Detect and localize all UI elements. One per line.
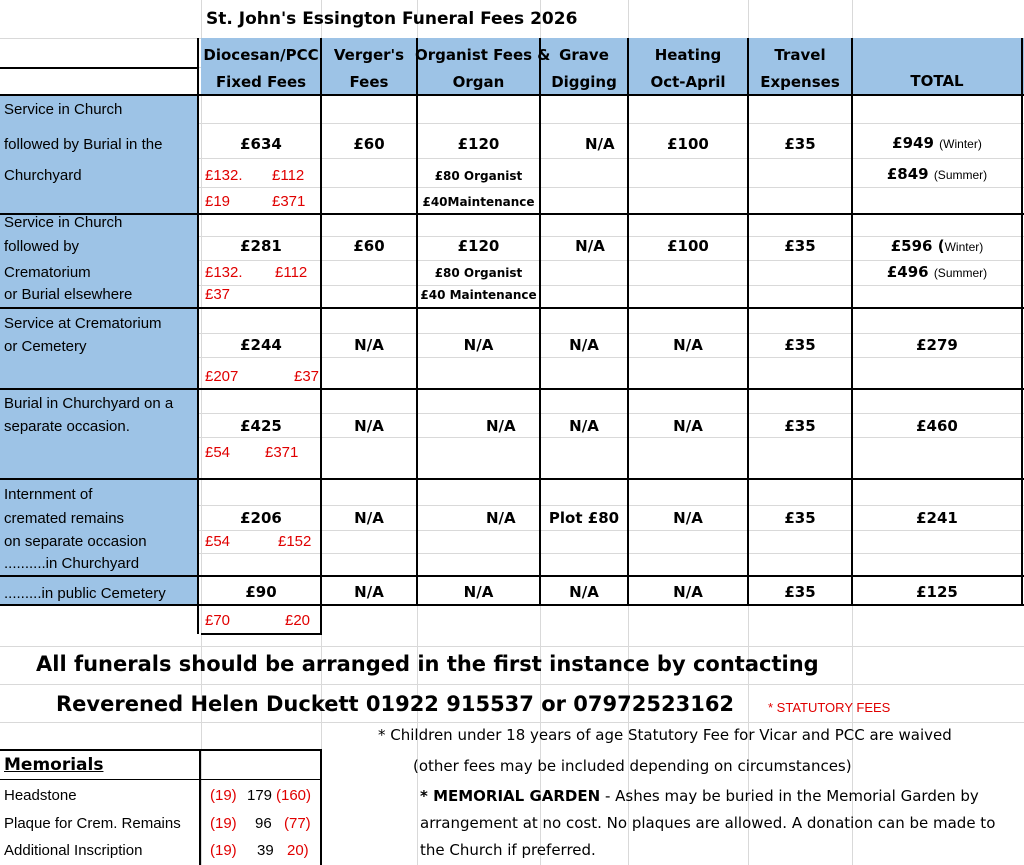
header-grave-line1: Grave (559, 46, 609, 64)
children-note: * Children under 18 years of age Statutory Fee for Vicar and PCC are waived (378, 726, 952, 744)
cell-verger: N/A (354, 417, 384, 435)
row-label-line: Service at Crematorium (4, 315, 162, 332)
memorials-title: Memorials (4, 755, 104, 775)
cell-total-summer (852, 265, 1022, 280)
row-label-line: cremated remains (4, 510, 125, 527)
row-label-line: Burial in Churchyard on a (4, 395, 174, 412)
row-label-line: on separate occasion (4, 533, 147, 550)
row-label-line: or Cemetery (4, 338, 87, 355)
statutory-fee: £371 (265, 444, 299, 461)
statutory-fee: £112 (275, 264, 308, 281)
total-value: £949 (892, 134, 934, 152)
row-label-line: .........in public Cemetery (4, 585, 166, 602)
row-label-line: ..........in Churchyard (4, 555, 140, 572)
header-travel-line2: Expenses (760, 73, 840, 91)
header-travel-line1: Travel (774, 46, 826, 64)
header-grave-line2: Digging (551, 73, 617, 91)
memorial-other: (77) (284, 815, 311, 832)
header-verger-line1: Verger's (333, 46, 405, 64)
total-value: £596 ( (890, 237, 945, 255)
cell-organist: N/A (486, 417, 516, 435)
statutory-fee: £70 (205, 612, 231, 629)
header-heating-line1: Heating (654, 46, 722, 64)
cell-grave: Plot £80 (548, 509, 620, 527)
organ-detail: £80 Organist (434, 169, 523, 183)
statutory-fee: £37 (205, 286, 231, 303)
cell-verger: £60 (353, 237, 385, 255)
statutory-fee: £132. (205, 264, 243, 281)
cell-grave: N/A (569, 583, 599, 601)
cell-total (852, 239, 1022, 254)
cell-grave: N/A (569, 336, 599, 354)
statutory-fee: £20 (285, 612, 311, 629)
row-label-line: or Burial elsewhere (4, 286, 133, 303)
statutory-fee: £54 (205, 533, 231, 550)
statutory-fee: £207 (205, 368, 239, 385)
total-value: £496 (886, 263, 929, 281)
statutory-fees-legend: * STATUTORY FEES (768, 700, 891, 715)
cell-travel: £35 (784, 583, 816, 601)
statutory-fee: £132. (205, 167, 243, 184)
memorial-statutory: (19) (210, 842, 237, 859)
cell-diocesan: £206 (240, 509, 282, 527)
other-fees-note: (other fees may be included depending on circumstances) (413, 757, 852, 775)
memorial-name: Plaque for Crem. Remains (4, 815, 181, 832)
cell-total (852, 136, 1022, 151)
cell-verger: N/A (354, 509, 384, 527)
cell-travel: £35 (784, 237, 816, 255)
total-value: £849 (886, 165, 929, 183)
cell-total: £279 (916, 336, 958, 354)
header-verger-line2: Fees (349, 73, 389, 91)
row-label-line: followed by (4, 238, 80, 255)
cell-total-summer (852, 167, 1022, 182)
total-note: (Winter) (939, 137, 982, 151)
cell-travel: £35 (784, 509, 816, 527)
cell-heating: N/A (673, 509, 703, 527)
cell-heating: £100 (667, 237, 709, 255)
cell-verger: N/A (354, 336, 384, 354)
row-label-line: Internment of (4, 486, 93, 503)
total-note: Winter) (944, 240, 984, 254)
memorial-garden-line (420, 789, 979, 804)
memorial-statutory: (19) (210, 787, 237, 804)
cell-total: £241 (916, 509, 958, 527)
cell-organist: £120 (457, 135, 500, 153)
cell-travel: £35 (784, 417, 816, 435)
header-diocesan-line1: Diocesan/PCC (203, 46, 319, 64)
cell-heating: N/A (673, 417, 703, 435)
memorial-garden-line: arrangement at no cost. No plaques are allowed. A donation can be made to (420, 814, 996, 832)
cell-diocesan: £425 (240, 417, 282, 435)
statutory-fee: £37 (294, 368, 320, 385)
cell-total: £125 (916, 583, 958, 601)
memorial-other: 20) (287, 842, 309, 859)
organ-detail: £40 Maintenance (420, 288, 537, 302)
memorial-statutory: (19) (210, 815, 237, 832)
cell-organist: N/A (463, 583, 494, 601)
cell-heating: N/A (673, 583, 703, 601)
statutory-fee: £371 (272, 193, 306, 210)
cell-grave: N/A (569, 417, 599, 435)
row-label-line: Service in Church (4, 101, 123, 118)
header-organist-line1: Organist Fees & (415, 46, 551, 64)
memorial-name: Headstone (4, 787, 77, 804)
total-note: (Summer) (933, 266, 988, 280)
organ-detail: £40Maintenance (422, 195, 535, 209)
cell-travel: £35 (784, 336, 816, 354)
memorial-total: 39 (257, 842, 274, 859)
row-label-line: Churchyard (4, 167, 82, 184)
organ-detail: £80 Organist (434, 266, 523, 280)
header-total: TOTAL (910, 72, 964, 90)
cell-organist: £120 (457, 237, 500, 255)
statutory-fee: £19 (205, 193, 231, 210)
cell-heating: £100 (667, 135, 709, 153)
cell-heating: N/A (673, 336, 703, 354)
statutory-fee: £152 (278, 533, 312, 550)
cell-organist: N/A (463, 336, 494, 354)
header-diocesan-line2: Fixed Fees (215, 73, 307, 91)
memorial-other: (160) (276, 787, 312, 804)
cell-total: £460 (916, 417, 958, 435)
contact-line-2: Reverened Helen Duckett 01922 915537 or 07972523162 (56, 692, 735, 716)
row-label-line: followed by Burial in the (4, 136, 163, 153)
memorial-garden-text: - Ashes may be buried in the Memorial Garden by (600, 787, 979, 805)
memorial-garden-title: * MEMORIAL GARDEN (420, 787, 601, 805)
cell-grave: N/A (585, 135, 615, 153)
memorial-name: Additional Inscription (4, 842, 143, 859)
row-label-line: separate occasion. (4, 418, 130, 435)
cell-diocesan: £90 (245, 583, 277, 601)
cell-organist: N/A (486, 509, 516, 527)
cell-diocesan: £634 (240, 135, 282, 153)
statutory-fee: £54 (205, 444, 231, 461)
row-label-line: Service in Church (4, 214, 123, 231)
header-organist-line2: Organ (452, 73, 505, 91)
cell-verger: N/A (354, 583, 384, 601)
total-note: (Summer) (933, 168, 988, 182)
row-label-line: Crematorium (4, 264, 91, 281)
cell-verger: £60 (353, 135, 385, 153)
cell-grave: N/A (575, 237, 605, 255)
cell-diocesan: £281 (240, 237, 282, 255)
memorial-total: 96 (255, 815, 272, 832)
cell-travel: £35 (784, 135, 816, 153)
cell-diocesan: £244 (240, 336, 282, 354)
memorial-garden-line: the Church if preferred. (420, 841, 596, 859)
contact-line-1: All funerals should be arranged in the first instance by contacting (36, 652, 819, 676)
header-heating-line2: Oct-April (650, 73, 726, 91)
memorial-total: 179 (247, 787, 273, 804)
page-title: St. John's Essington Funeral Fees 2026 (206, 9, 578, 29)
statutory-fee: £112 (272, 167, 305, 184)
